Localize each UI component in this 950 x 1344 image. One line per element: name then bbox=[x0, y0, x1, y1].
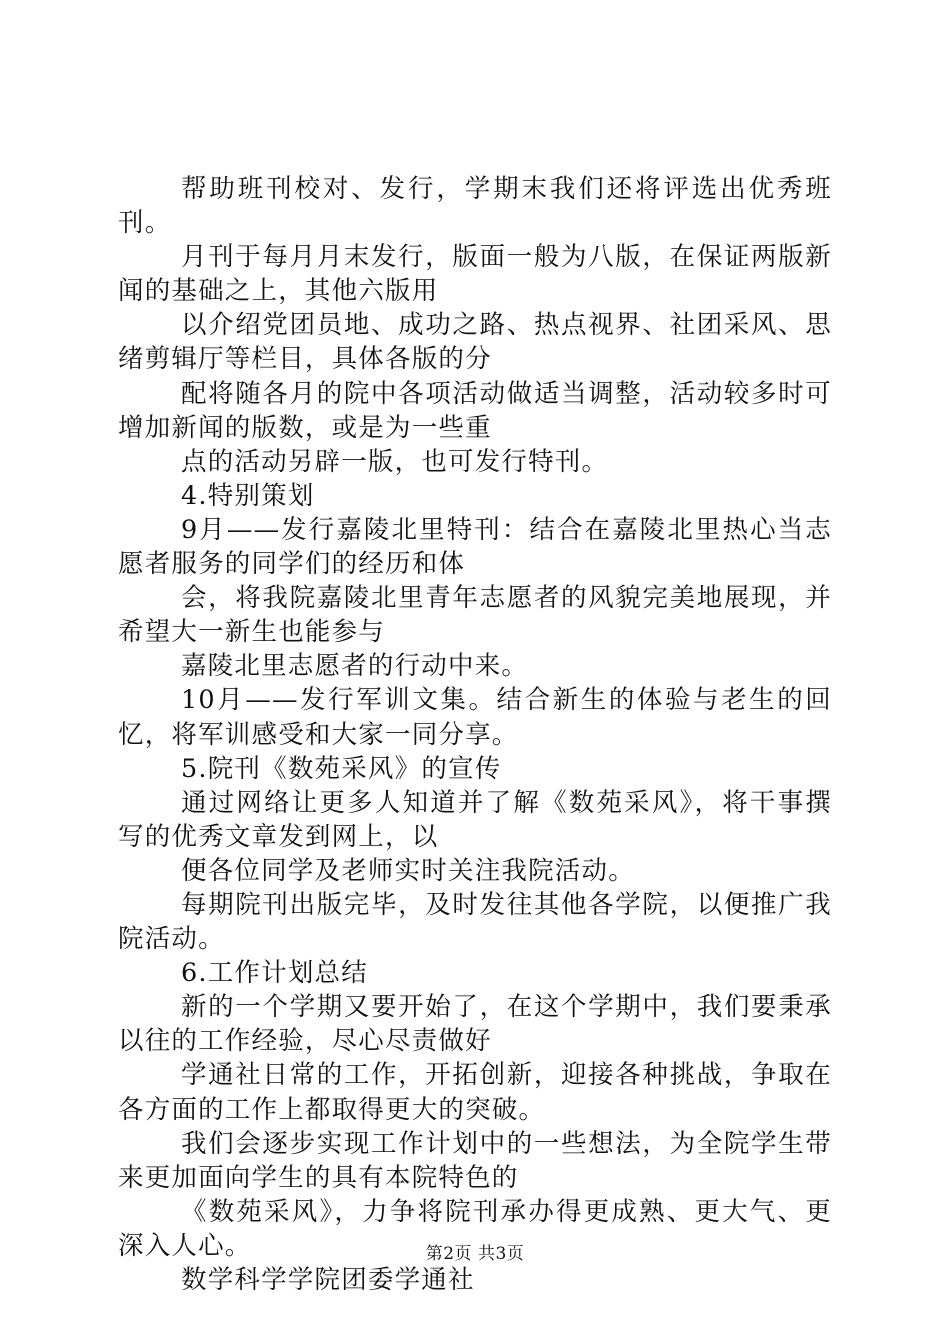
paragraph: 通过网络让更多人知道并了解《数苑采风》，将干事撰写的优秀文章发到网上，以 bbox=[118, 787, 832, 852]
paragraph: 每期院刊出版完毕，及时发往其他各学院，以便推广我院活动。 bbox=[118, 889, 832, 955]
paragraph: 帮助班刊校对、发行，学期末我们还将评选出优秀班刊。 bbox=[118, 174, 832, 239]
section-heading: 6.工作计划总结 bbox=[181, 958, 368, 989]
paragraph: 我们会逐步实现工作计划中的一些想法，为全院学生带来更加面向学生的具有本院特色的 bbox=[118, 1128, 832, 1193]
paragraph: 点的活动另辟一版，也可发行特刊。 bbox=[181, 446, 609, 477]
paragraph: 便各位同学及老师实时关注我院活动。 bbox=[181, 855, 635, 886]
section-heading: 4.特别策划 bbox=[181, 480, 315, 511]
paragraph: 10月——发行军训文集。结合新生的体验与老生的回忆，将军训感受和大家一同分享。 bbox=[118, 685, 832, 750]
paragraph: 《数苑采风》，力争将院刊承办得更成熟、更大气、更深入人心。 bbox=[118, 1196, 832, 1261]
section-heading: 5.院刊《数苑采风》的宣传 bbox=[181, 753, 502, 784]
paragraph: 9月——发行嘉陵北里特刊：结合在嘉陵北里热心当志愿者服务的同学们的经历和体 bbox=[118, 514, 832, 580]
signature-line: 数学科学学院团委学通社 bbox=[181, 1265, 475, 1295]
paragraph: 新的一个学期又要开始了，在这个学期中，我们要秉承以往的工作经验，尽心尽责做好 bbox=[118, 992, 832, 1057]
paragraph: 配将随各月的院中各项活动做适当调整，活动较多时可增加新闻的版数，或是为一些重 bbox=[118, 378, 832, 443]
paragraph: 学通社日常的工作，开拓创新，迎接各种挑战，争取在各方面的工作上都取得更大的突破。 bbox=[118, 1060, 832, 1125]
paragraph: 以介绍党团员地、成功之路、热点视界、社团采风、思绪剪辑厅等栏目，具体各版的分 bbox=[118, 310, 832, 375]
page-footer: 第2页 共3页 bbox=[425, 1244, 525, 1264]
paragraph: 嘉陵北里志愿者的行动中来。 bbox=[181, 651, 529, 682]
document-body bbox=[118, 172, 832, 1297]
paragraph: 会，将我院嘉陵北里青年志愿者的风貌完美地展现，并希望大一新生也能参与 bbox=[118, 583, 832, 648]
paragraph: 月刊于每月月末发行，版面一般为八版，在保证两版新闻的基础之上，其他六版用 bbox=[118, 242, 832, 307]
